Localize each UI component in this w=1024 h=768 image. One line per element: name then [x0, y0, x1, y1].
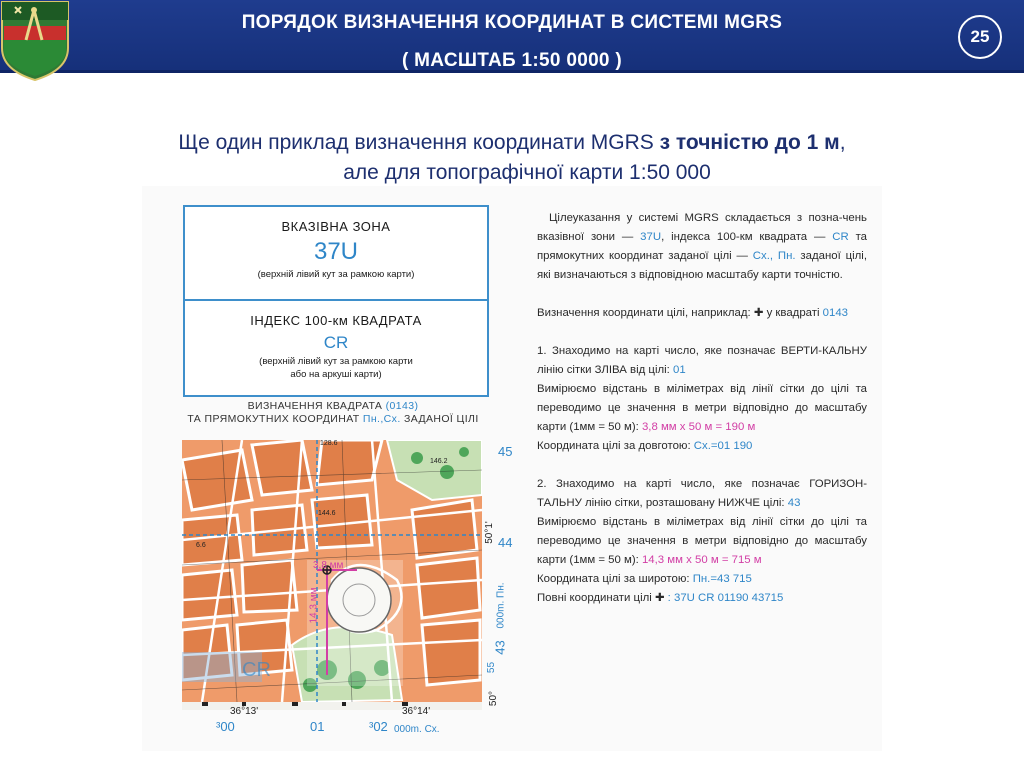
- step1-val: 01: [673, 364, 686, 376]
- index-value: CR: [323, 333, 349, 352]
- square-title-l2-end: ЗАДАНОЇ ЦІЛІ: [400, 413, 479, 425]
- grid-label-easting-unit: 000m. Сх.: [394, 724, 440, 735]
- longitude-label-14: 36°14': [402, 706, 431, 717]
- northing-label-unit: 000m. Пн.: [495, 582, 507, 629]
- zone-box-title: ВКАЗІВНА ЗОНА: [281, 219, 391, 234]
- intro-line1-plain: Ще один приклад визначення координати MGRS: [178, 131, 660, 154]
- para-example-square: 0143: [822, 307, 848, 319]
- para-intro-d: заданої цілі, які визначаються з відповідною масштабу карти точністю.: [537, 250, 868, 281]
- para-example: [537, 304, 867, 323]
- slide-title-line1: ПОРЯДОК ВИЗНАЧЕННЯ КООРДИНАТ В СИСТЕМІ MGRS: [241, 12, 783, 33]
- para-intro-c: та прямокутних координат заданої цілі —: [537, 231, 868, 262]
- step1-calc: 3,8 мм х 50 м = 190 м: [641, 421, 756, 433]
- index-box-title: ІНДЕКС 100-км КВАДРАТА: [250, 313, 422, 328]
- index-note-1: (верхній лівий кут за рамкою карти: [259, 356, 413, 367]
- elevation-label: 6.6: [196, 542, 206, 549]
- square-title-l2-blue: Пн.,Сх.: [362, 413, 401, 425]
- para-intro-coords: Сх., Пн.: [752, 250, 796, 262]
- page-number-badge: 25: [958, 15, 1002, 59]
- grid-cr-overlay: CR: [242, 659, 271, 681]
- intro-line2: але для топографічної карти 1:50 000: [343, 161, 711, 184]
- northing-label-55: 55: [486, 661, 498, 674]
- para-intro-b: , індекса 100-км квадрата —: [661, 231, 833, 243]
- para-step1: [537, 342, 867, 456]
- square-title-l2: ТА ПРЯМОКУТНИХ КООРДИНАТ: [187, 413, 363, 425]
- para-intro: [537, 209, 867, 285]
- grid-label-01: 01: [310, 719, 325, 734]
- para-example-a: Визначення координати цілі, наприклад:: [537, 307, 754, 319]
- para-step2: [537, 475, 867, 608]
- full-coords-a: Повні координати цілі: [537, 592, 655, 604]
- intro-line1-bold: з точністю до 1 м: [659, 131, 840, 154]
- index-note-2: або на аркуші карти): [290, 369, 382, 380]
- latitude-label-50-1: 50°1': [483, 521, 495, 544]
- intro-text: [0, 128, 1024, 188]
- step2-calc: 14,3 мм х 50 м = 715 м: [641, 554, 762, 566]
- para-intro-zone: 37U: [640, 231, 662, 243]
- target-cross-icon: ✚: [753, 307, 764, 319]
- step1-c: Координата цілі за довготою:: [537, 440, 694, 452]
- grid-label-302: ³02: [369, 719, 388, 734]
- square-title-l1-blue: (0143): [385, 400, 419, 412]
- grid-label-44: 44: [498, 535, 513, 550]
- step2-b: Вимірюємо відстань в міліметрах від лінії сітки до цілі та переводимо це значення в метри відповідно до масштабу карти (1мм = 50 м):: [537, 516, 867, 566]
- elevation-label: 144.6: [318, 510, 336, 517]
- explanation-text: [537, 209, 867, 608]
- zone-value: 37U: [313, 238, 359, 265]
- target-cross-icon: ✚: [654, 592, 665, 604]
- grid-label-300: ³00: [216, 719, 235, 734]
- measure-x-label: 3,8 мм: [313, 560, 344, 571]
- step2-res: Пн.=43 715: [692, 573, 752, 585]
- full-coords-value: : 37U CR 01190 43715: [664, 592, 784, 604]
- zone-box: [183, 205, 489, 303]
- latitude-label-50: 50°: [488, 690, 500, 707]
- para-intro-cr: CR: [832, 231, 849, 243]
- step2-a: 2. Знаходимо на карті число, яке позначає ГОРИЗОН-ТАЛЬНУ лінію сітки, розташовану НИЖЧЕ цілі:: [537, 478, 867, 509]
- para-example-b: у квадраті: [763, 307, 823, 319]
- zone-note: (верхній лівий кут за рамкою карти): [257, 269, 415, 280]
- grid-label-45: 45: [498, 444, 513, 459]
- topographic-map: [182, 440, 482, 710]
- square-title: [178, 400, 488, 426]
- para-intro-a: Цілеуказання у системі MGRS складається з позна-чень вказівної зони —: [537, 212, 867, 243]
- measure-y-label: 14,3 мм: [308, 587, 320, 624]
- elevation-label: 128.6: [320, 440, 338, 447]
- step2-val: 43: [787, 497, 801, 509]
- step1-a: 1. Знаходимо на карті число, яке позначає ВЕРТИ-КАЛЬНУ лінію сітки ЗЛІВА від цілі:: [537, 345, 867, 376]
- index-box: [183, 299, 489, 397]
- step2-c: Координата цілі за широтою:: [537, 573, 693, 585]
- step1-res: Сх.=01 190: [693, 440, 753, 452]
- step1-b: Вимірюємо відстань в міліметрах від лінії сітки до цілі та переводимо це значення в метри відповідно до масштабу карти (1мм = 50 м):: [537, 383, 867, 433]
- slide-title-line2: ( МАСШТАБ 1:50 0000 ): [401, 50, 623, 71]
- longitude-label-13: 36°13': [230, 706, 259, 717]
- northing-label-43: 43: [492, 640, 508, 655]
- intro-line1-end: ,: [839, 131, 846, 154]
- elevation-label: 146.2: [430, 458, 448, 465]
- square-title-l1: ВИЗНАЧЕННЯ КВАДРАТА: [247, 400, 386, 412]
